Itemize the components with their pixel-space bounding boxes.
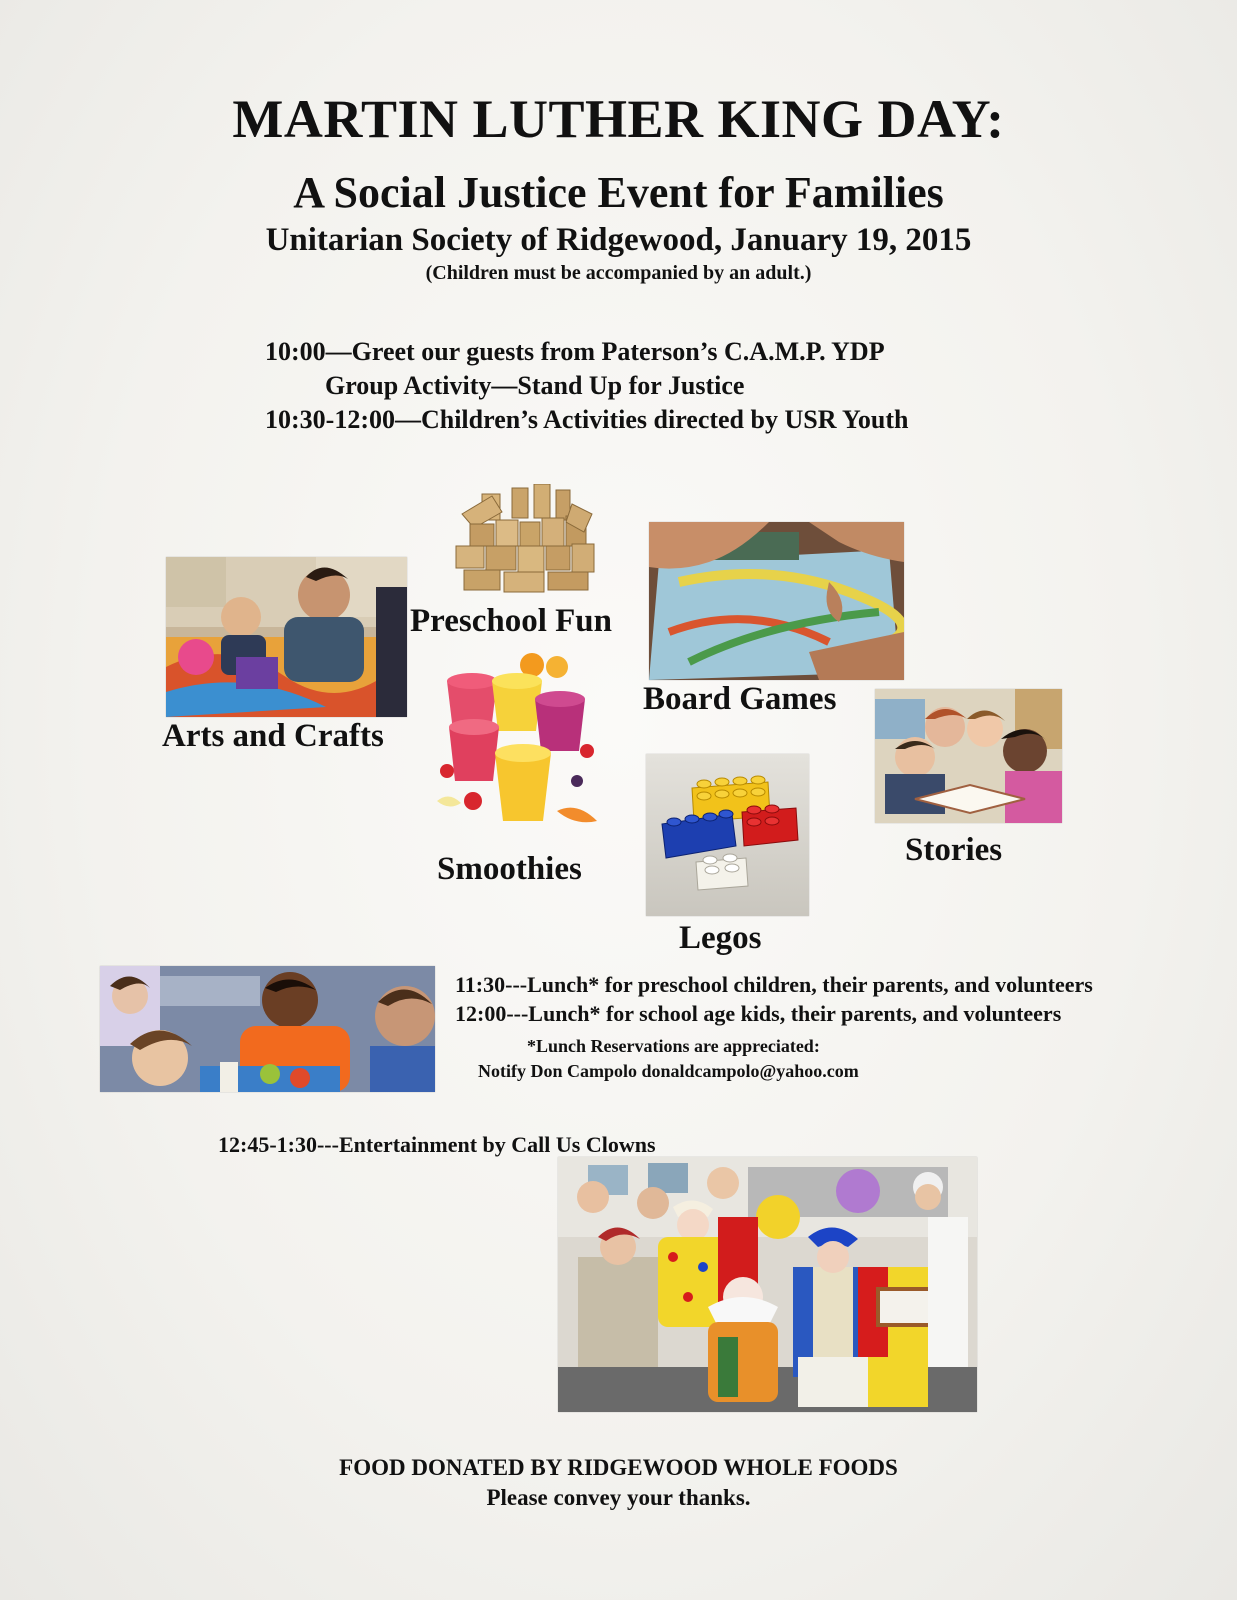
smoothies-image	[437, 651, 607, 841]
lunch-contact: Notify Don Campolo donaldcampolo@yahoo.com	[478, 1061, 859, 1081]
flyer-title: MARTIN LUTHER KING DAY:	[232, 89, 1005, 149]
board-games-image	[649, 522, 904, 680]
lunch-line-preschool: 11:30---Lunch* for preschool children, their parents, and volunteers	[455, 972, 1093, 997]
label-arts-and-crafts: Arts and Crafts	[162, 718, 384, 754]
label-board-games: Board Games	[643, 681, 837, 717]
label-preschool-fun: Preschool Fun	[410, 603, 612, 639]
schedule-line-children: 10:30-12:00—Children’s Activities directed by USR Youth	[265, 405, 909, 434]
label-legos: Legos	[679, 920, 762, 956]
clowns-image	[558, 1157, 977, 1412]
label-smoothies: Smoothies	[437, 851, 582, 887]
adult-note: (Children must be accompanied by an adult.)	[425, 262, 812, 284]
location-date: Unitarian Society of Ridgewood, January 19, 2015	[265, 222, 972, 258]
label-stories: Stories	[905, 832, 1003, 868]
wooden-blocks-image	[452, 484, 600, 596]
footer-thanks: Please convey your thanks.	[486, 1485, 751, 1510]
lunch-line-school-age: 12:00---Lunch* for school age kids, their parents, and volunteers	[455, 1001, 1062, 1026]
schedule-line-greet: 10:00—Greet our guests from Paterson’s C.A.M.P. YDP	[265, 337, 885, 366]
footer-donation: FOOD DONATED BY RIDGEWOOD WHOLE FOODS	[339, 1455, 898, 1480]
arts-and-crafts-image	[166, 557, 407, 717]
schedule-line-group-activity: Group Activity—Stand Up for Justice	[325, 371, 745, 400]
stories-image	[875, 689, 1062, 823]
flyer-subtitle: A Social Justice Event for Families	[293, 168, 944, 217]
lunch-image	[100, 966, 435, 1092]
legos-image	[646, 754, 809, 916]
lunch-reservation-note: *Lunch Reservations are appreciated:	[527, 1036, 820, 1056]
entertainment-line: 12:45-1:30---Entertainment by Call Us Clowns	[218, 1132, 656, 1157]
